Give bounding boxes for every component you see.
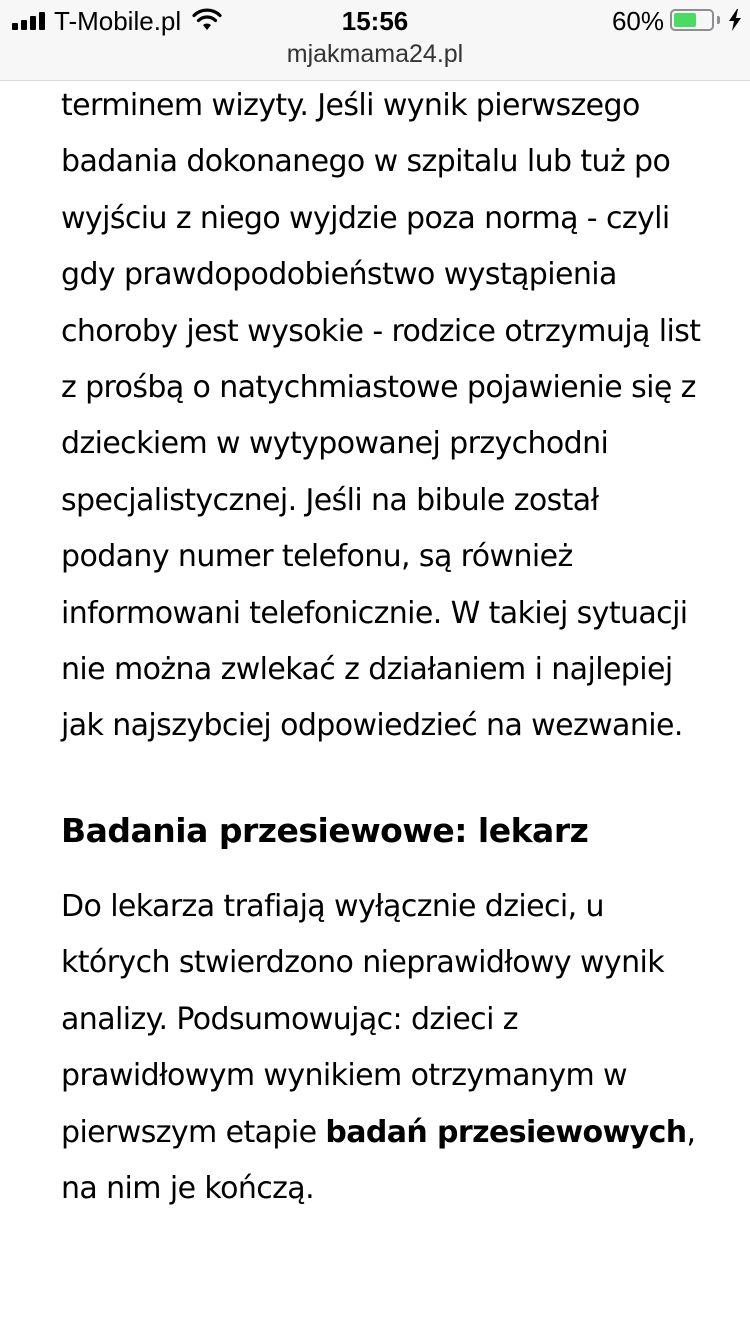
article-paragraph: terminem wizyty. Jeśli wynik pierwszego badania dokonanego w szpitalu lub tuż po wyjściu z niego wyjdzie poza normą - czyli gdy prawdopodobieństwo wystąpienia choroby jest wysokie - rodzice otrzymują list z prośbą o natychmiastowe pojawienie się z dzieckiem w wytypowanej przychodni specjalistycznej. Jeśli na bibule został podany numer telefonu, są również informowani telefonicznie. W takiej sytuacji nie można zwlekać z działaniem i najlepiej jak najszybciej odpowiedzieć na wezwanie. (61, 88, 701, 744)
battery-tip (717, 16, 720, 24)
battery-level-fill (674, 13, 696, 27)
clock: 15:56 (341, 6, 409, 36)
charging-icon (728, 9, 742, 31)
carrier-name: T-Mobile.pl (54, 6, 182, 36)
browser-top-bar (0, 0, 750, 81)
status-bar (0, 0, 750, 40)
article-paragraph (61, 879, 711, 1217)
paragraph-text: , na nim je kończą. (61, 1114, 696, 1206)
battery-icon (670, 9, 714, 31)
article-content (61, 78, 711, 1217)
battery-percentage: 60% (611, 6, 664, 36)
section-heading: Badania przesiewowe: lekarz (61, 810, 589, 850)
paragraph-text: Do lekarza trafiają wyłącznie dzieci, u których stwierdzono nieprawidłowy wynik analizy. Podsumowując: dzieci z prawidłowym wynikiem otrzymanym w pierwszym etapie (61, 888, 664, 1150)
bold-phrase: badań przesiewowych (325, 1114, 687, 1150)
address-bar-url[interactable]: mjakmama24.pl (286, 40, 464, 68)
